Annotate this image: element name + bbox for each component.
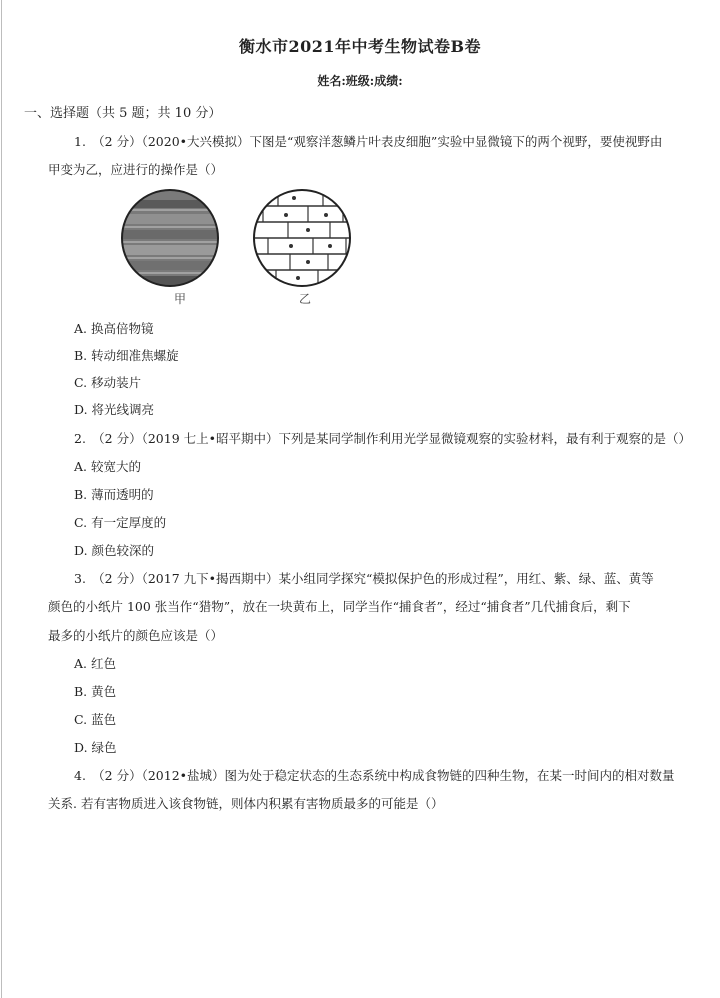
- q1-option-c: C. 移动装片: [74, 375, 142, 390]
- page-left-edge: [1, 0, 2, 998]
- question-3-text-cont2: 最多的小纸片的颜色应该是（）: [48, 628, 224, 643]
- page-title: 衡水市2021年中考生物试卷B卷: [238, 37, 482, 56]
- q3-option-c: C. 蓝色: [74, 712, 117, 727]
- q1-option-a: A. 换高倍物镜: [74, 321, 154, 336]
- q3-option-b: B. 黄色: [74, 684, 117, 699]
- q1-option-d: D. 将光线调亮: [74, 402, 155, 417]
- figure-label-jia: 甲: [174, 292, 187, 306]
- figure-label-yi: 乙: [299, 292, 312, 306]
- question-3-text-cont1: 颜色的小纸片 100 张当作“猎物”，放在一块黄布上，同学当作“捕食者”，经过“捕食者”几代捕食后，剩下: [48, 599, 631, 614]
- microscope-views: [118, 188, 358, 310]
- view-jia-blurry: [118, 188, 228, 288]
- q2-option-b: B. 薄而透明的: [74, 487, 154, 502]
- microscope-figure: [118, 188, 358, 310]
- q2-option-d: D. 颜色较深的: [74, 543, 155, 558]
- question-1-text: 1. （2 分）（2020•大兴模拟）下图是“观察洋葱鳞片叶表皮细胞”实验中显微镜下的两个视野，要使视野由: [74, 134, 663, 149]
- q3-option-a: A. 红色: [74, 656, 116, 671]
- question-2-text: 2. （2 分）（2019 七上•昭平期中）下列是某同学制作利用光学显微镜观察的实验材料，最有利于观察的是（）: [74, 431, 692, 446]
- view-yi-clear: [248, 188, 358, 288]
- q2-option-a: A. 较宽大的: [74, 459, 141, 474]
- student-info-line: 姓名:班级:成绩:: [317, 74, 403, 88]
- question-4-text-cont: 关系. 若有害物质进入该食物链，则体内积累有害物质最多的可能是（）: [48, 796, 444, 811]
- q3-option-d: D. 绿色: [74, 740, 117, 755]
- q2-option-c: C. 有一定厚度的: [74, 515, 167, 530]
- question-1-text-cont: 甲变为乙，应进行的操作是（）: [48, 162, 224, 177]
- question-4-text: 4. （2 分）（2012•盐城）图为处于稳定状态的生态系统中构成食物链的四种生物，在某一时间内的相对数量: [74, 768, 675, 783]
- question-3-text: 3. （2 分）（2017 九下•揭西期中）某小组同学探究“模拟保护色的形成过程”，用红、紫、绿、蓝、黄等: [74, 571, 654, 586]
- q1-option-b: B. 转动细准焦螺旋: [74, 348, 179, 363]
- section-heading: 一、选择题（共 5 题；共 10 分）: [24, 106, 222, 121]
